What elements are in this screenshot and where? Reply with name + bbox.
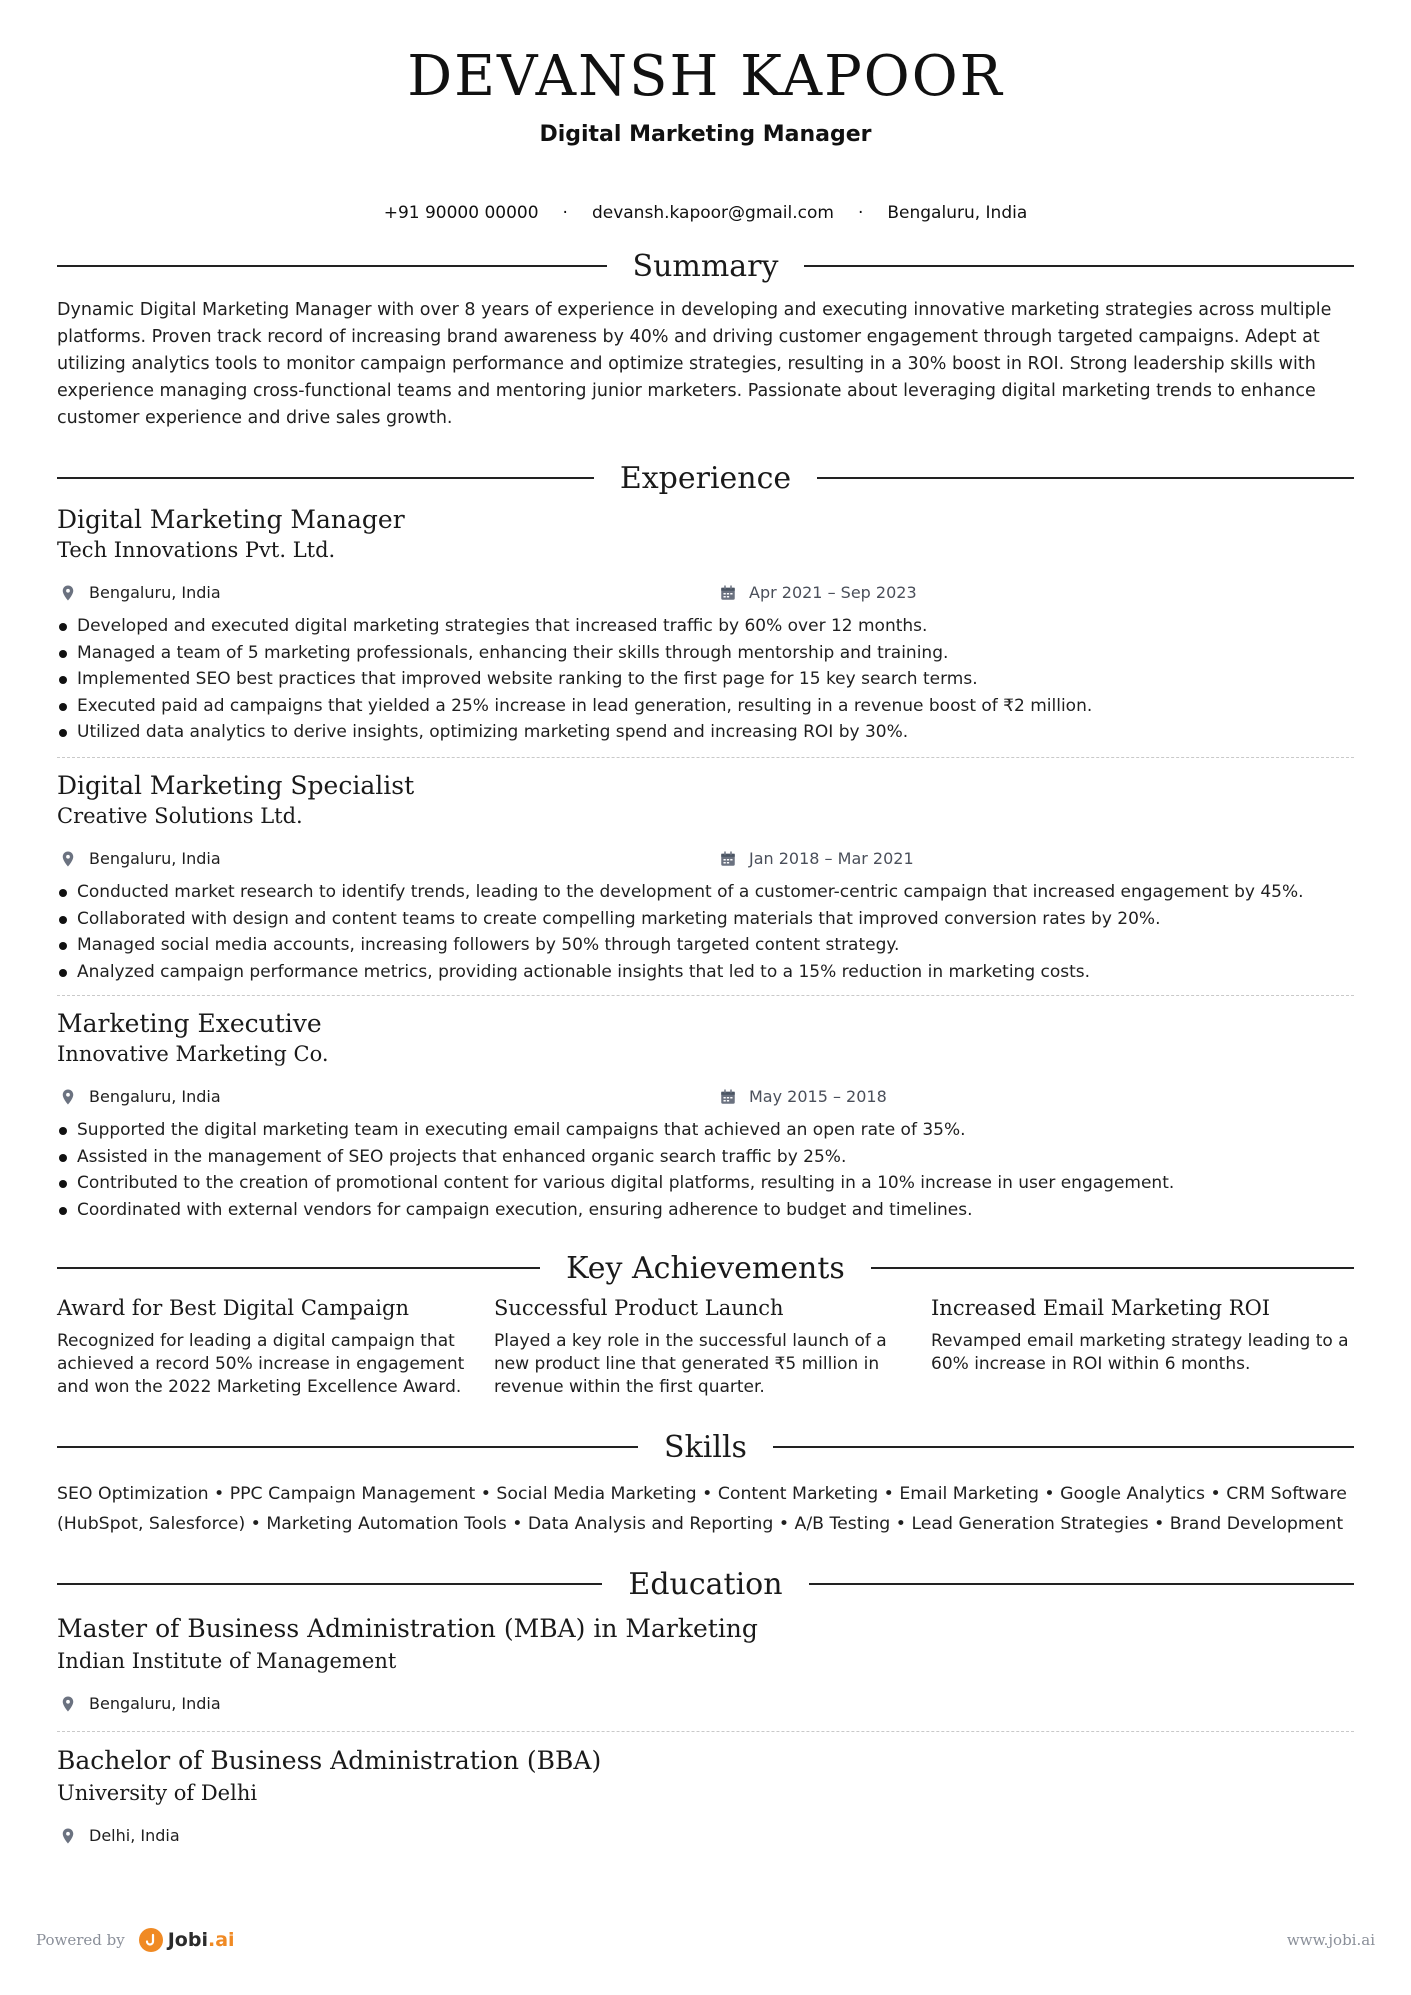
divider-line (871, 1267, 1354, 1269)
separator-dot: · (562, 203, 568, 223)
job-dates (719, 849, 914, 868)
divider-line (804, 265, 1354, 267)
list-item: Developed and executed digital marketing strategies that increased traffic by 60% over 12 months. (57, 613, 1354, 640)
education-school: University of Delhi (57, 1781, 258, 1805)
section-title: Education (628, 1566, 783, 1602)
job-dates (719, 583, 917, 602)
location-text: Bengaluru, India (89, 849, 221, 868)
map-pin-icon (59, 1827, 77, 1845)
section-title: Key Achievements (566, 1250, 845, 1286)
location-text: Bengaluru, India (89, 583, 221, 602)
list-item: Assisted in the management of SEO projects that enhanced organic search traffic by 25%. (57, 1144, 1354, 1171)
achievement-title: Increased Email Marketing ROI (931, 1296, 1271, 1320)
map-pin-icon (59, 584, 77, 602)
divider-line (57, 1446, 638, 1448)
education-degree: Master of Business Administration (MBA) in Marketing (57, 1614, 758, 1643)
map-pin-icon (59, 850, 77, 868)
list-item: Coordinated with external vendors for campaign execution, ensuring adherence to budget and timelines. (57, 1197, 1354, 1224)
achievement-card (57, 1296, 477, 1399)
achievement-title: Successful Product Launch (494, 1296, 784, 1320)
job-company: Innovative Marketing Co. (57, 1042, 329, 1066)
job-dates (719, 1087, 887, 1106)
achievement-card (931, 1296, 1351, 1376)
section-title: Skills (664, 1429, 747, 1465)
summary-heading (57, 246, 1354, 286)
job-location (59, 583, 221, 602)
jobi-logo-text: Jobi.ai (167, 1929, 235, 1951)
separator-dot: · (857, 203, 864, 223)
job-divider (57, 995, 1354, 996)
job-role: Marketing Executive (57, 1009, 322, 1038)
education-location (59, 1694, 221, 1713)
email-link[interactable]: devansh.kapoor@gmail.com (591, 203, 834, 223)
divider-line (57, 265, 607, 267)
date-range-text: May 2015 – 2018 (749, 1087, 887, 1106)
education-degree: Bachelor of Business Administration (BBA) (57, 1746, 602, 1775)
phone-text: +91 90000 00000 (383, 203, 539, 223)
education-location (59, 1826, 180, 1845)
skills-heading (57, 1427, 1354, 1467)
calendar-icon (719, 584, 737, 602)
education-heading (57, 1564, 1354, 1604)
powered-by-text: Powered by (36, 1931, 125, 1949)
divider-line (57, 477, 594, 479)
map-pin-icon (59, 1695, 77, 1713)
list-item: Managed social media accounts, increasing followers by 50% through targeted content strategy. (57, 932, 1354, 959)
summary-text: Dynamic Digital Marketing Manager with over 8 years of experience in developing and executing innovative marketing strategies across multiple platforms. Proven track record of increasing brand awareness by 40% and driving customer engagement through targeted campaigns. Adept at utilizing analytics tools to monitor campaign performance and optimize strategies, resulting in a 30% boost in ROI. Strong leadership skills with experience managing cross-functional teams and mentoring junior marketers. Passionate about leveraging digital marketing trends to enhance customer experience and drive sales growth. (57, 300, 1332, 428)
achievement-text: Revamped email marketing strategy leading to a 60% increase in ROI within 6 months. (931, 1331, 1349, 1374)
achievement-title: Award for Best Digital Campaign (57, 1296, 409, 1320)
divider-line (817, 477, 1354, 479)
candidate-name: DEVANSH KAPOOR (407, 44, 1004, 109)
divider-line (773, 1446, 1354, 1448)
list-item: Collaborated with design and content teams to create compelling marketing materials that improved conversion rates by 20%. (57, 906, 1354, 933)
skills-text: SEO Optimization • PPC Campaign Management • Social Media Marketing • Content Marketing • Email Marketing • Google Analytics • CRM Software (HubSpot, Salesforce) • Marketing Automation Tools • Data Analysis and Reporting • A/B Testing • Lead Generation Strategies • Brand Development (57, 1484, 1347, 1534)
divider-line (57, 1267, 540, 1269)
contact-line (57, 203, 1354, 223)
job-company: Tech Innovations Pvt. Ltd. (57, 538, 336, 562)
achievement-text: Played a key role in the successful launch of a new product line that generated ₹5 million in revenue within the first quarter. (494, 1331, 887, 1397)
date-range-text: Jan 2018 – Mar 2021 (749, 849, 914, 868)
experience-heading (57, 458, 1354, 498)
achievement-card (494, 1296, 914, 1399)
date-range-text: Apr 2021 – Sep 2023 (749, 583, 917, 602)
list-item: Analyzed campaign performance metrics, providing actionable insights that led to a 15% reduction in marketing costs. (57, 959, 1354, 986)
job-role: Digital Marketing Manager (57, 505, 405, 534)
powered-by-badge[interactable] (36, 1928, 235, 1952)
location-text: Delhi, India (89, 1826, 180, 1845)
job-role: Digital Marketing Specialist (57, 771, 415, 800)
calendar-icon (719, 850, 737, 868)
list-item: Contributed to the creation of promotional content for various digital platforms, resulting in a 10% increase in user engagement. (57, 1170, 1354, 1197)
job-company: Creative Solutions Ltd. (57, 804, 303, 828)
job-location (59, 849, 221, 868)
section-title: Summary (632, 248, 779, 284)
job-bullets (57, 879, 1354, 985)
list-item: Implemented SEO best practices that improved website ranking to the first page for 15 key search terms. (57, 666, 1354, 693)
map-pin-icon (59, 1088, 77, 1106)
divider-line (809, 1583, 1354, 1585)
list-item: Utilized data analytics to derive insights, optimizing marketing spend and increasing ROI by 30%. (57, 719, 1354, 746)
jobi-logo-icon (139, 1928, 163, 1952)
job-divider (57, 757, 1354, 758)
candidate-title: Digital Marketing Manager (539, 122, 872, 147)
location-text: Bengaluru, India (887, 203, 1028, 223)
education-school: Indian Institute of Management (57, 1649, 397, 1673)
location-text: Bengaluru, India (89, 1694, 221, 1713)
calendar-icon (719, 1088, 737, 1106)
job-bullets (57, 1117, 1354, 1223)
divider-line (57, 1583, 602, 1585)
job-bullets (57, 613, 1354, 746)
achievements-heading (57, 1248, 1354, 1288)
achievement-text: Recognized for leading a digital campaign that achieved a record 50% increase in engagement and won the 2022 Marketing Excellence Award. (57, 1331, 465, 1397)
list-item: Conducted market research to identify trends, leading to the development of a customer-centric campaign that increased engagement by 45%. (57, 879, 1354, 906)
footer-url-link[interactable]: www.jobi.ai (1286, 1931, 1375, 1949)
list-item: Supported the digital marketing team in executing email campaigns that achieved an open rate of 35%. (57, 1117, 1354, 1144)
list-item: Managed a team of 5 marketing professionals, enhancing their skills through mentorship and training. (57, 640, 1354, 667)
section-title: Experience (619, 460, 792, 496)
education-divider (57, 1731, 1354, 1732)
list-item: Executed paid ad campaigns that yielded a 25% increase in lead generation, resulting in a revenue boost of ₹2 million. (57, 693, 1354, 720)
job-location (59, 1087, 221, 1106)
location-text: Bengaluru, India (89, 1087, 221, 1106)
